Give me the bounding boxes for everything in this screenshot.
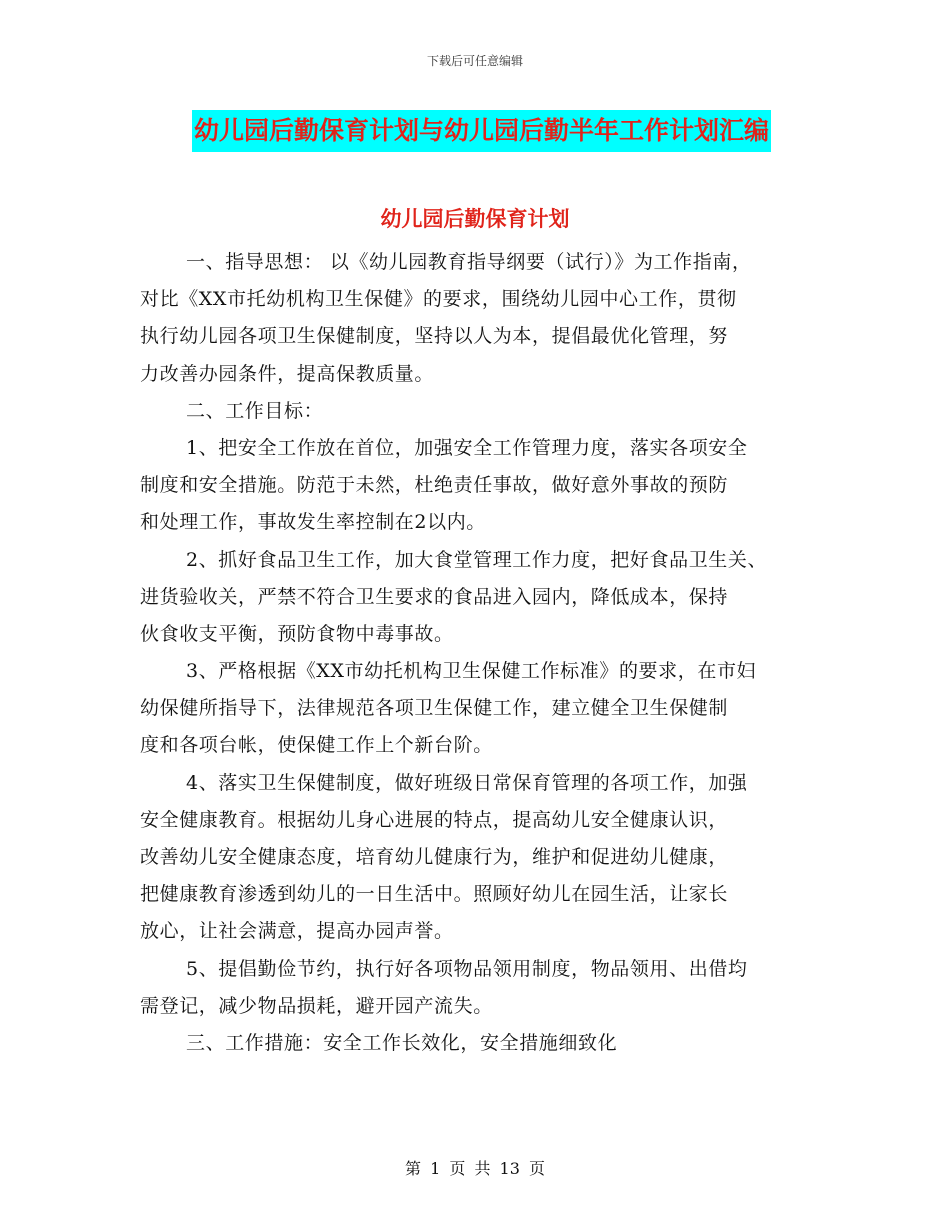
paragraph-line: 度和各项台帐，使保健工作上个新台阶。 xyxy=(140,734,493,757)
paragraph-line: 三、工作措施：安全工作长效化，安全措施细致化 xyxy=(186,1031,618,1054)
paragraph-line: 和处理工作，事故发生率控制在2以内。 xyxy=(140,511,486,534)
page-header: 下载后可任意编辑 xyxy=(426,54,523,68)
paragraph-line: 5、提倡勤俭节约，执行好各项物品领用制度，物品领用、出借均 xyxy=(186,957,748,980)
section-title: 幼儿园后勤保育计划 xyxy=(380,207,570,231)
paragraph-line: 改善幼儿安全健康态度，培育幼儿健康行为，维护和促进幼儿健康， xyxy=(140,846,729,868)
paragraph-line: 把健康教育渗透到幼儿的一日生活中。照顾好幼儿在园生活，让家长 xyxy=(140,883,729,906)
document-title: 幼儿园后勤保育计划与幼儿园后勤半年工作计划汇编 xyxy=(192,110,771,152)
paragraph-line: 放心，让社会满意，提高办园声誉。 xyxy=(140,920,454,943)
paragraph-line: 4、落实卫生保健制度，做好班级日常保育管理的各项工作，加强 xyxy=(186,771,748,794)
paragraph-line: 需登记，减少物品损耗，避开园产流失。 xyxy=(140,994,493,1017)
page-footer: 第 1 页 共 13 页 xyxy=(405,1159,545,1178)
paragraph-line: 幼保健所指导下，法律规范各项卫生保健工作，建立健全卫生保健制 xyxy=(140,697,729,720)
paragraph-line: 2、抓好食品卫生工作，加大食堂管理工作力度，把好食品卫生关、 xyxy=(186,548,768,571)
document-body xyxy=(140,244,825,1062)
paragraph-line: 进货验收关，严禁不符合卫生要求的食品进入园内，降低成本，保持 xyxy=(140,585,729,608)
paragraph-line: 伙食收支平衡，预防食物中毒事故。 xyxy=(140,622,454,645)
paragraph-line: 3、严格根据《XX市幼托机构卫生保健工作标准》的要求，在市妇 xyxy=(186,660,757,683)
paragraph-line: 制度和安全措施。防范于未然，杜绝责任事故，做好意外事故的预防 xyxy=(140,474,729,497)
paragraph-line: 安全健康教育。根据幼儿身心进展的特点，提高幼儿安全健康认识， xyxy=(140,808,729,831)
paragraph-line: 对比《XX市托幼机构卫生保健》的要求，围绕幼儿园中心工作，贯彻 xyxy=(140,288,737,311)
paragraph-line: 1、把安全工作放在首位，加强安全工作管理力度，落实各项安全 xyxy=(186,436,748,459)
paragraph-line: 二、工作目标： xyxy=(186,399,324,422)
paragraph-line: 执行幼儿园各项卫生保健制度，坚持以人为本，提倡最优化管理，努 xyxy=(140,325,729,348)
paragraph-line: 力改善办园条件，提高保教质量。 xyxy=(140,362,435,385)
paragraph-line: 一、指导思想： 以《幼儿园教育指导纲要（试行）》为工作指南， xyxy=(186,251,752,273)
